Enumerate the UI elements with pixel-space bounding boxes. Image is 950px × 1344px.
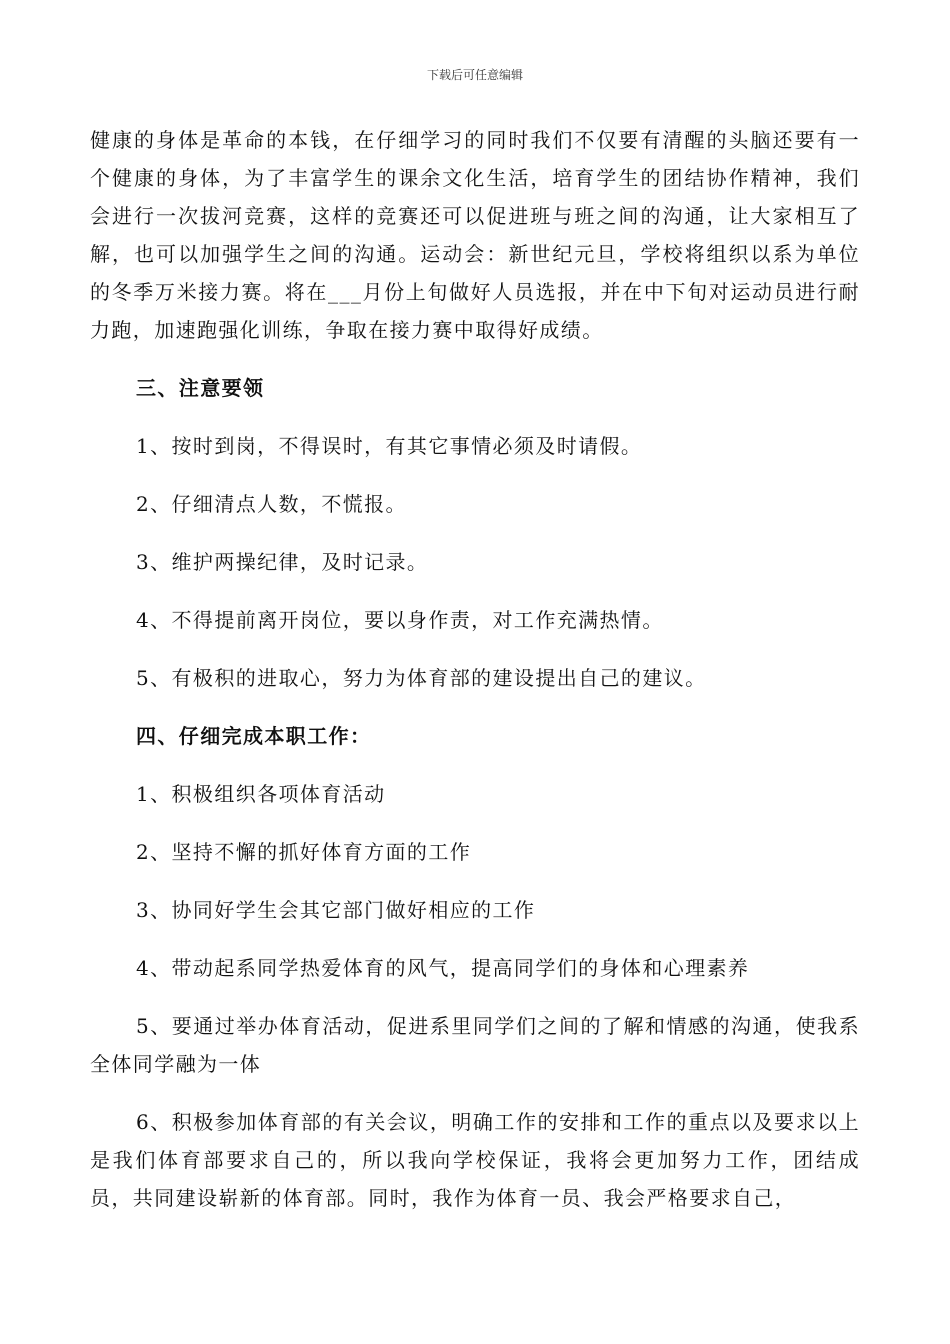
section-3-item-3: 3、维护两操纪律，及时记录。 [136,550,429,574]
section-3-heading: 三、注意要领 [136,376,265,400]
section-4-item-4: 4、带动起系同学热爱体育的风气，提高同学们的身体和心理素养 [136,956,750,980]
section-4-item-3: 3、协同好学生会其它部门做好相应的工作 [136,898,536,922]
section-3-item-2: 2、仔细清点人数，不慌报。 [136,492,407,516]
page-header: 下载后可任意编辑 [426,68,523,82]
section-4-item-2: 2、坚持不懈的抓好体育方面的工作 [136,840,472,864]
section-3-item-1: 1、按时到岗，不得误时，有其它事情必须及时请假。 [136,434,643,458]
section-4-paragraph-5: 5、要通过举办体育活动，促进系里同学们之间的了解和情感的沟通，使我系全体同学融为一体 [90,1014,860,1076]
document-body [90,121,860,1217]
section-4-paragraph-6: 6、积极参加体育部的有关会议，明确工作的安排和工作的重点以及要求以上是我们体育部要求自己的，所以我向学校保证，我将会更加努力工作，团结成员，共同建设崭新的体育部。同时，我作为体育一员、我会严格要求自己， [90,1110,860,1210]
section-3-item-4: 4、不得提前离开岗位，要以身作责，对工作充满热情。 [136,608,664,632]
section-3-item-5: 5、有极积的进取心，努力为体育部的建设提出自己的建议。 [136,666,707,690]
section-4-heading: 四、仔细完成本职工作： [136,724,372,748]
section-4-item-1: 1、积极组织各项体育活动 [136,782,386,806]
intro-paragraph: 健康的身体是革命的本钱，在仔细学习的同时我们不仅要有清醒的头脑还要有一个健康的身体，为了丰富学生的课余文化生活，培育学生的团结协作精神，我们会进行一次拔河竞赛，这样的竞赛还可以促进班与班之间的沟通，让大家相互了解，也可以加强学生之间的沟通。运动会：新世纪元旦，学校将组织以系为单位的冬季万米接力赛。将在___月份上旬做好人员选报，并在中下旬对运动员进行耐力跑，加速跑强化训练，争取在接力赛中取得好成绩。 [90,128,860,342]
